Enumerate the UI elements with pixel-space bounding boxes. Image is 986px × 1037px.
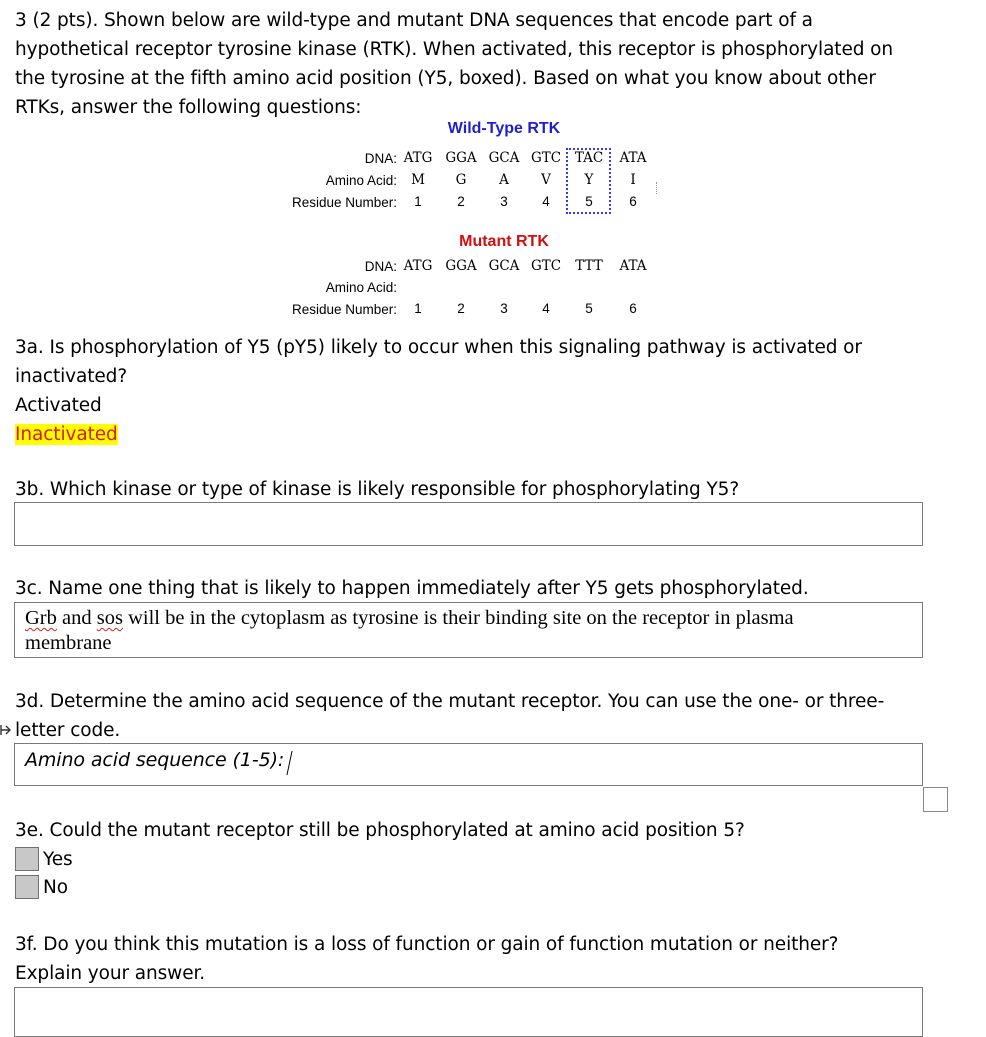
q3d-line: letter code. — [15, 720, 121, 741]
mut-residue: 1 — [414, 301, 422, 316]
move-handle-icon[interactable] — [0, 722, 12, 736]
q3c-answer-line2: membrane — [25, 632, 112, 654]
q3c-answer-field[interactable] — [14, 602, 923, 658]
wt-residue: 3 — [500, 194, 508, 209]
wt-residue: 6 — [629, 194, 637, 209]
wt-aa-row — [0, 172, 986, 192]
wt-codon: ATA — [619, 150, 647, 166]
q3c-answer-line1 — [25, 606, 922, 631]
wt-residue: 5 — [585, 194, 593, 209]
header-line: RTKs, answer the following questions: — [15, 97, 362, 118]
header-line: hypothetical receptor tyrosine kinase (RTK). When activated, this receptor is phosphorylated on — [15, 39, 894, 60]
mut-residue: 5 — [585, 301, 593, 316]
wt-codon: ATG — [403, 150, 433, 166]
wt-aa: Y — [584, 172, 594, 188]
margin-mark — [656, 182, 658, 194]
mut-residue: 2 — [457, 301, 465, 316]
wt-dna-row — [0, 150, 986, 170]
mut-title: Mutant RTK — [459, 233, 549, 250]
mut-codon: GGA — [445, 258, 477, 274]
q3f-line: 3f. Do you think this mutation is a loss of function or gain of function mutation or neither? — [15, 934, 839, 955]
mut-residue: 4 — [542, 301, 550, 316]
q3a-option-inactivated[interactable]: Inactivated — [15, 424, 118, 445]
mut-res-row — [0, 301, 986, 321]
q3a-option-row — [15, 420, 975, 449]
q3e-no-checkbox[interactable] — [15, 875, 39, 899]
q3e-text: 3e. Could the mutant receptor still be phosphorylated at amino acid position 5? — [15, 820, 745, 841]
mut-codon: ATA — [619, 258, 647, 274]
wt-dna-label: DNA: — [364, 151, 397, 166]
mut-codon: ATG — [403, 258, 433, 274]
wt-res-label: Residue Number: — [291, 195, 397, 210]
q3e-yes-checkbox[interactable] — [15, 847, 39, 871]
question-header — [15, 6, 975, 122]
wt-codon: GGA — [445, 150, 477, 166]
mut-res-label: Residue Number: — [291, 302, 397, 317]
wt-residue: 2 — [457, 194, 465, 209]
q3d-text — [15, 687, 975, 745]
q3a-option-activated[interactable]: Activated — [15, 395, 102, 416]
wt-aa-label: Amino Acid: — [325, 173, 397, 188]
q3f-text — [15, 930, 975, 988]
q3c-answer-rest: will be in the cytoplasm as tyrosine is their binding site on the receptor in plasma — [122, 607, 794, 629]
mut-dna-label: DNA: — [364, 259, 397, 274]
wt-codon: TAC — [574, 150, 604, 166]
wt-aa: A — [499, 172, 509, 188]
q3d-line: 3d. Determine the amino acid sequence of the mutant receptor. You can use the one- or three- — [15, 691, 885, 712]
text-cursor — [286, 751, 292, 775]
q3d-field-label: Amino acid sequence (1-5): — [25, 749, 285, 771]
wt-aa: M — [411, 172, 425, 188]
mut-dna-row — [0, 258, 986, 278]
wt-res-row — [0, 194, 986, 214]
q3a-line: 3a. Is phosphorylation of Y5 (pY5) likely to occur when this signaling pathway is activated or — [15, 337, 862, 358]
q3a-line: inactivated? — [15, 366, 128, 387]
q3e-yes-label: Yes — [43, 849, 73, 870]
mut-residue: 3 — [500, 301, 508, 316]
mut-codon: TTT — [575, 258, 603, 274]
wt-codon: GTC — [530, 150, 562, 166]
q3b-text: 3b. Which kinase or type of kinase is likely responsible for phosphorylating Y5? — [15, 479, 740, 500]
wt-aa: V — [541, 172, 551, 188]
q3f-line: Explain your answer. — [15, 963, 206, 984]
q3c-word-sos: sos — [96, 607, 123, 629]
wt-title: Wild-Type RTK — [447, 120, 561, 137]
wt-residue: 1 — [414, 194, 422, 209]
floating-checkbox[interactable] — [923, 787, 948, 812]
q3a-text — [15, 333, 975, 449]
mut-codon: GCA — [488, 258, 520, 274]
header-line: the tyrosine at the fifth amino acid position (Y5, boxed). Based on what you know about other — [15, 68, 876, 89]
wt-residue: 4 — [542, 194, 550, 209]
q3c-text: 3c. Name one thing that is likely to happen immediately after Y5 gets phosphorylated. — [15, 578, 809, 599]
mut-codon: GTC — [530, 258, 562, 274]
q3c-word-and: and — [56, 607, 97, 629]
wt-aa: G — [455, 172, 467, 188]
mut-aa-label: Amino Acid: — [325, 280, 397, 295]
q3d-answer-field[interactable] — [14, 743, 923, 786]
header-line: 3 (2 pts). Shown below are wild-type and mutant DNA sequences that encode part of a — [15, 10, 813, 31]
q3f-answer-field[interactable] — [14, 987, 923, 1037]
mut-residue: 6 — [629, 301, 637, 316]
q3e-no-label: No — [43, 877, 68, 898]
q3b-answer-field[interactable] — [14, 502, 923, 546]
wt-codon: GCA — [488, 150, 520, 166]
wt-aa: I — [630, 172, 636, 188]
q3c-word-grb: Grb — [25, 607, 57, 629]
